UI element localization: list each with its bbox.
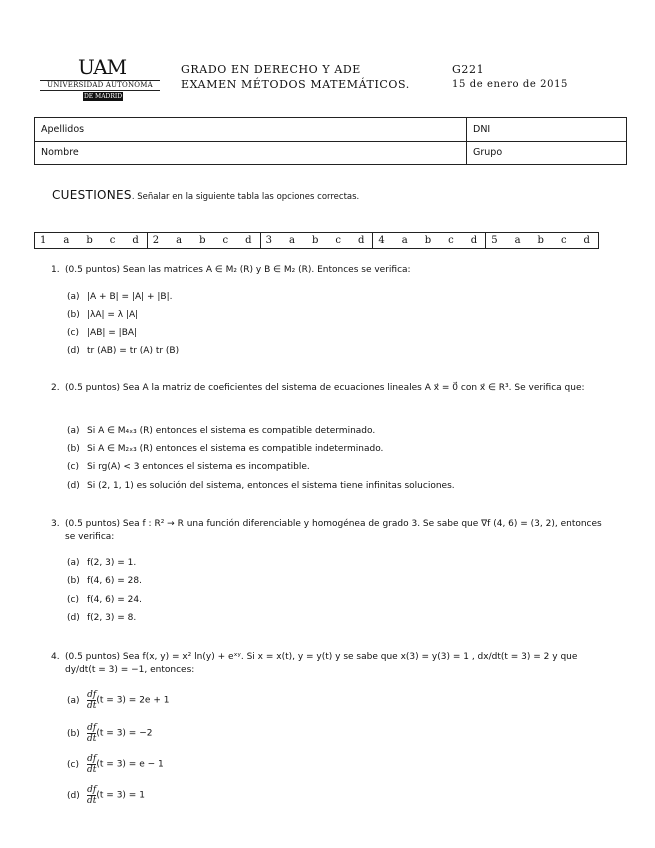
option-text: Si A ∈ M₄ₓ₃ (R) entonces el sistema es compatible determinado. — [87, 426, 376, 436]
question-4-option-b — [67, 723, 152, 744]
logo-text: UNIVERSIDAD AUTONOMA — [40, 80, 160, 91]
student-info-table — [34, 117, 627, 165]
question-4-option-d — [67, 785, 145, 806]
answer-table — [34, 232, 599, 249]
info-divider — [466, 118, 467, 164]
option-label: (b) — [67, 576, 80, 586]
logo-mark: UAM — [78, 55, 127, 79]
question-number: 3. — [51, 519, 60, 529]
option-text: (t = 3) = −2 — [96, 728, 153, 739]
question-1-option-d — [67, 346, 179, 356]
answer-option-d[interactable]: d — [357, 235, 365, 246]
question-2-option-c — [67, 462, 310, 472]
question-stem: (0.5 puntos) Sea f : R² → R una función diferenciable y homogénea de grado 3. Se sabe que ∇f (4, 6) = (3, 2), entonces se verifica: — [65, 519, 602, 542]
fraction-numerator: df — [87, 754, 97, 764]
option-label: (b) — [67, 444, 80, 454]
answer-option-b[interactable]: b — [86, 235, 93, 246]
fraction-numerator: df — [87, 690, 97, 700]
option-text: |λA| = λ |A| — [87, 310, 139, 320]
option-label: (a) — [67, 292, 80, 302]
answer-option-a[interactable]: a — [401, 235, 408, 246]
answer-option-b[interactable]: b — [424, 235, 432, 246]
fraction-numerator: df — [87, 723, 97, 733]
university-logo — [40, 56, 160, 104]
fraction-denominator: dt — [87, 701, 97, 711]
answer-cell-3 — [261, 233, 374, 248]
question-2-option-b — [67, 444, 383, 454]
degree-title: GRADO EN DERECHO Y ADE — [181, 63, 361, 76]
answer-option-b[interactable]: b — [199, 235, 206, 246]
answer-option-b[interactable]: b — [537, 235, 544, 246]
fraction-denominator: dt — [87, 796, 97, 806]
exam-title: EXAMEN MÉTODOS MATEMÁTICOS. — [181, 78, 410, 91]
answer-option-a[interactable]: a — [288, 235, 295, 246]
answer-cell-number: 5 — [491, 235, 498, 246]
answer-option-c[interactable]: c — [109, 235, 116, 246]
question-2-option-d — [67, 481, 455, 491]
option-label: (c) — [67, 760, 79, 770]
answer-cell-5 — [486, 233, 598, 248]
question-number: 2. — [51, 383, 60, 393]
question-3-option-b — [67, 576, 142, 586]
cuestiones-heading — [52, 188, 359, 202]
answer-cell-number: 4 — [378, 235, 385, 246]
fraction-numerator: df — [87, 785, 97, 795]
answer-option-d[interactable]: d — [470, 235, 478, 246]
fraction-denominator: dt — [87, 765, 97, 775]
option-text: (t = 3) = e − 1 — [96, 759, 164, 770]
answer-option-a[interactable]: a — [176, 235, 183, 246]
answer-option-a[interactable]: a — [63, 235, 70, 246]
derivative-fraction — [87, 785, 96, 806]
info-row-apellidos — [35, 118, 626, 142]
nombre-field[interactable]: Nombre — [41, 147, 79, 158]
question-stem: (0.5 puntos) Sea A la matriz de coeficientes del sistema de ecuaciones lineales A x⃗ = 0⃗ con x⃗ ∈ R³. Se verifica que: — [65, 383, 585, 393]
option-label: (a) — [67, 426, 80, 436]
option-text: f(4, 6) = 28. — [87, 576, 142, 586]
dni-field[interactable]: DNI — [473, 124, 491, 135]
answer-cell-number: 3 — [265, 235, 272, 246]
answer-cell-1 — [35, 233, 148, 248]
option-text: tr (AB) = tr (A) tr (B) — [87, 346, 180, 356]
answer-option-c[interactable]: c — [222, 235, 229, 246]
question-1-option-c — [67, 328, 137, 338]
question-3-option-a — [67, 558, 136, 568]
option-text: Si rg(A) < 3 entonces el sistema es incompatible. — [87, 462, 310, 472]
question-number: 1. — [51, 265, 60, 275]
option-label: (c) — [67, 595, 79, 605]
apellidos-field[interactable]: Apellidos — [41, 124, 85, 135]
question-4-option-c — [67, 754, 164, 775]
option-text: |A + B| = |A| + |B|. — [87, 292, 173, 302]
option-label: (d) — [67, 613, 80, 623]
answer-cell-2 — [148, 233, 261, 248]
answer-option-b[interactable]: b — [311, 235, 319, 246]
question-1-option-b — [67, 310, 138, 320]
option-label: (a) — [67, 696, 80, 706]
question-number: 4. — [51, 652, 60, 662]
option-label: (b) — [67, 729, 80, 739]
exam-date: 15 de enero de 2015 — [452, 79, 569, 90]
answer-option-c[interactable]: c — [560, 235, 567, 246]
option-text: (t = 3) = 1 — [96, 790, 145, 801]
option-text: Si A ∈ M₂ₓ₃ (R) entonces el sistema es compatible indeterminado. — [87, 444, 384, 454]
option-text: f(2, 3) = 8. — [87, 613, 137, 623]
cuestiones-instruction: . Señalar en la siguiente tabla las opciones correctas. — [131, 192, 360, 202]
option-label: (a) — [67, 558, 80, 568]
answer-cell-number: 2 — [152, 235, 160, 246]
derivative-fraction — [87, 754, 96, 775]
logo-subtext: DE MADRID — [83, 93, 123, 100]
question-1-option-a — [67, 292, 173, 302]
derivative-fraction — [87, 690, 96, 711]
option-text: (t = 3) = 2e + 1 — [96, 695, 170, 706]
grupo-field[interactable]: Grupo — [473, 147, 503, 158]
question-3-option-d — [67, 613, 136, 623]
question-stem: (0.5 puntos) Sean las matrices A ∈ M₂ (R) y B ∈ M₂ (R). Entonces se verifica: — [65, 265, 411, 275]
question-3-option-c — [67, 595, 142, 605]
answer-option-d[interactable]: d — [245, 235, 252, 246]
answer-cell-number: 1 — [40, 235, 47, 246]
question-stem: (0.5 puntos) Sea f(x, y) = x² ln(y) + eˣʸ. Si x = x(t), y = y(t) y se sabe que x(3) = y(3) = 1 , dx/dt(t = 3) = 2 y que dy/dt(t = 3) = −1, entonces: — [65, 652, 578, 675]
cuestiones-title: CUESTIONES — [52, 188, 132, 202]
info-row-nombre — [35, 141, 626, 164]
answer-option-c[interactable]: c — [335, 235, 341, 246]
option-label: (d) — [67, 346, 80, 356]
question-2-option-a — [67, 426, 375, 436]
answer-option-d[interactable]: d — [583, 235, 590, 246]
option-label: (d) — [67, 791, 80, 801]
answer-option-d[interactable]: d — [132, 235, 139, 246]
question-4-option-a — [67, 690, 169, 711]
option-label: (d) — [67, 481, 80, 491]
option-text: f(2, 3) = 1. — [87, 558, 137, 568]
answer-option-a[interactable]: a — [514, 235, 521, 246]
option-label: (b) — [67, 310, 80, 320]
option-label: (c) — [67, 462, 79, 472]
option-label: (c) — [67, 328, 79, 338]
option-text: f(4, 6) = 24. — [87, 595, 142, 605]
option-text: |AB| = |BA| — [87, 328, 138, 338]
option-text: Si (2, 1, 1) es solución del sistema, entonces el sistema tiene infinitas soluciones. — [87, 481, 455, 491]
exam-code: G221 — [452, 63, 485, 76]
answer-option-c[interactable]: c — [448, 235, 454, 246]
derivative-fraction — [87, 723, 96, 744]
answer-cell-4 — [373, 233, 486, 248]
fraction-denominator: dt — [87, 734, 97, 744]
